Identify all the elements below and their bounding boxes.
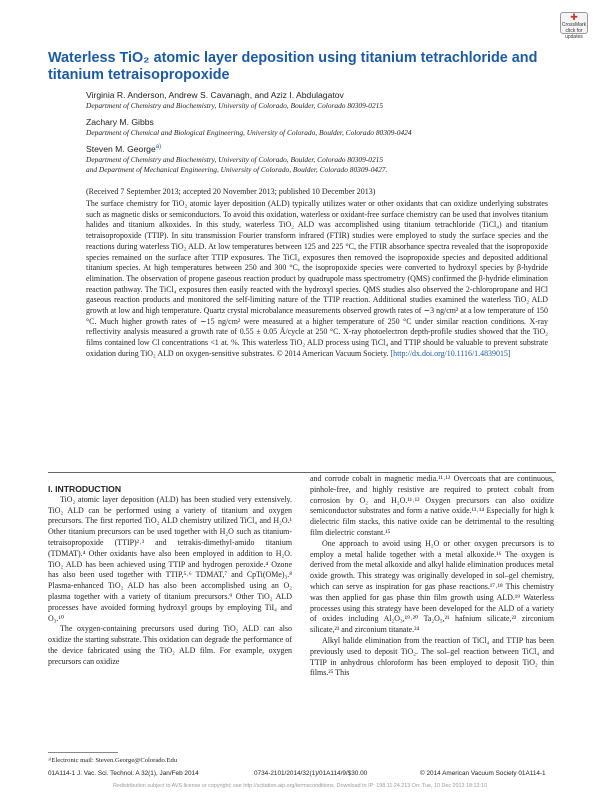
footer-copyright: © 2014 American Vacuum Society 01A114-1 (420, 770, 546, 777)
section-divider (48, 472, 556, 473)
affiliation-1: Department of Chemistry and Biochemistry, University of Colorado, Boulder, Colorado 80309-0215 (86, 101, 384, 110)
affiliation-2: Department of Chemical and Biological Engineering, University of Colorado, Boulder, Colorado 80309-0424 (86, 128, 412, 137)
footnote-divider (48, 752, 118, 753)
authors-group-1: Virginia R. Anderson, Andrew S. Cavanagh, and Aziz I. Abdulagatov (86, 90, 344, 100)
intro-paragraph-2: The oxygen-containing precursors used during TiO₂ ALD can also oxidize the starting substrate. This oxidation can degrade the performance of the device fabricated using the TiO₂ ALD film. For example, oxygen precursors can oxidize (48, 624, 292, 666)
footer-issn: 0734-2101/2014/32(1)/01A114/9/$30.00 (254, 770, 368, 777)
footer-journal-citation: 01A114-1 J. Vac. Sci. Technol. A 32(1), Jan/Feb 2014 (48, 770, 199, 777)
received-dates: (Received 7 September 2013; accepted 20 November 2013; published 10 December 2013) (86, 187, 376, 196)
left-column (48, 484, 292, 668)
crossmark-sublabel: click for updates (565, 28, 583, 40)
crossmark-badge[interactable] (560, 12, 588, 40)
intro-paragraph-5: Alkyl halide elimination from the reaction of TiCl₄ and TTIP has been previously used to deposit TiO₂. The sol–gel reaction between TiCl₄ and TTIP in anhydrous chloroform has been employed to deposit TiO₂ thin films.²⁵ This (310, 635, 554, 678)
author-email-footnote: ᵃ⁾Electronic mail: Steven.George@Colorado.Edu (48, 757, 178, 764)
abstract-text: The surface chemistry for TiO₂ atomic layer deposition (ALD) typically utilizes water or other oxidants that can oxidize underlying substrates such as magnetic disks or semiconductors. To avoid this oxidation, waterless or oxidant-free surface chemistry can be used that involves titanium halides and titanium alkoxides. In this study, waterless TiO₂ ALD was accomplished using titanium tetrachloride (TiCl₄) and titanium tetraisopropoxide (TTIP). In situ transmission Fourier transform infrared (FTIR) studies were employed to study the surface species and the reactions during waterless TiO₂ ALD. At low temperatures between 125 and 225 °C, the FTIR absorbance spectra revealed that the isopropoxide species remained on the surface after TTIP exposures. The TiCl₄ exposures then removed the isopropoxide species and deposited additional titanium species. At high temperatures between 250 and 300 °C, the isopropoxide species were converted to hydroxyl species by β-hydride elimination. The observation of propene gaseous reaction product by quadrupole mass spectrometry (QMS) confirmed the β-hydride elimination reaction pathway. The TiCl₄ exposures then easily reacted with the hydroxyl species. QMS studies also observed the 2-chloropropane and HCl gaseous reaction products and monitored the self-limiting nature of the TTIP reaction. Additional studies examined the waterless TiO₂ ALD growth at low and high temperature. Quartz crystal microbalance measurements observed growth rates of ∼3 ng/cm² at a low temperature of 150 °C. Much higher growth rates of ∼15 ng/cm² were measured at a higher temperature of 250 °C under similar reaction conditions. X-ray reflectivity analysis measured a growth rate of 0.55 ± 0.05 Å/cycle at 250 °C. X-ray photoelectron depth-profile studies showed that the TiO₂ films contained low Cl concentrations <1 at. %. This waterless TiO₂ ALD process using TiCl₄ and TTIP should be valuable to prevent substrate oxidation during TiO₂ ALD on oxygen-sensitive substrates. © 2014 American Vacuum Society. (86, 199, 548, 358)
right-column (310, 474, 554, 679)
author-name-george: Steven M. George (86, 144, 156, 154)
crossmark-icon: ✚ (570, 12, 578, 22)
doi-link[interactable]: [http://dx.doi.org/10.1116/1.4839015] (390, 348, 511, 358)
paper-title: Waterless TiO₂ atomic layer deposition using titanium tetrachloride and titanium tetraisopropoxide (48, 50, 538, 83)
affiliation-3a: Department of Chemistry and Biochemistry, University of Colorado, Boulder, Colorado 80309-0215 (86, 155, 384, 164)
intro-paragraph-1: TiO₂ atomic layer deposition (ALD) has been studied very extensively. TiO₂ ALD can be performed using a variety of titanium and oxygen precursors. The first reported TiO₂ ALD chemistry utilized TiCl₄ and H₂O.¹ Other titanium precursors can be used together with H₂O such as titanium-tetraisopropoxide (TTIP)²˒³ and tetrakis-dimethyl-amido titanium (TDMAT).⁴ Other oxidants have also been employed in addition to H₂O. TiO₂ ALD has been achieved using TTIP and hydrogen peroxide.⁴ Ozone has also been used together with TTIP,⁵˒⁶ TDMAT,⁷ and CpTi(OMe)₃.⁸ Plasma-enhanced TiO₂ ALD has also been accomplished using an O₂ plasma together with a variety of titanium precursors.⁹ Other TiO₂ ALD processes have avoided forming hydroxyl groups by employing TiI₄ and O₃.¹⁰ (48, 494, 292, 623)
abstract (86, 199, 548, 360)
authors-group-2: Zachary M. Gibbs (86, 117, 154, 127)
authors-group-3 (86, 144, 161, 154)
crossmark-label: CrossMark (561, 22, 587, 28)
author-footnote-mark[interactable]: a) (155, 144, 162, 151)
redistribution-notice: Redistribution subject to AVS license or copyright; see http://scitation.aip.org/termsconditions. Download to IP: 198.11.24.213 On: Tue, 10 Dec 2013 18:13:10 (112, 783, 488, 789)
section-heading-introduction: I. INTRODUCTION (48, 484, 122, 494)
intro-paragraph-4: One approach to avoid using H₂O or other oxygen precursors is to employ a metal halide together with a metal alkoxide.¹⁶ The oxygen is derived from the metal alkoxide and alkyl halide elimination produces metal oxide growth. This strategy was originally developed in sol–gel chemistry, which can serve as inspiration for gas phase reactions.¹⁷˒¹⁸ This chemistry was then applied for gas phase thin film growth using ALD.¹⁹ Waterless processes using this strategy have been developed for the ALD of a variety of oxides including Al₂O₃,¹⁹˒²⁰ Ta₂O₅,²¹ hafnium silicate,²² zirconium silicate,²³ and zirconium titanate.²⁴ (310, 538, 554, 635)
intro-paragraph-3: and corrode cobalt in magnetic media.¹¹˒¹² Overcoats that are continuous, pinhole-free, and highly resistive are required to protect cobalt from corrosion by O₂ and H₂O.¹¹˒¹² Oxygen precursors can also oxidize semiconductor substrates and form a native oxide.¹³˒¹⁴ Especially for high k dielectric film stacks, this native oxide can be detrimental to the resulting film dielectric constant.¹⁵ (310, 474, 554, 537)
affiliation-3b: and Department of Mechanical Engineering, University of Colorado, Boulder, Colorado 80309-0427. (86, 165, 388, 174)
